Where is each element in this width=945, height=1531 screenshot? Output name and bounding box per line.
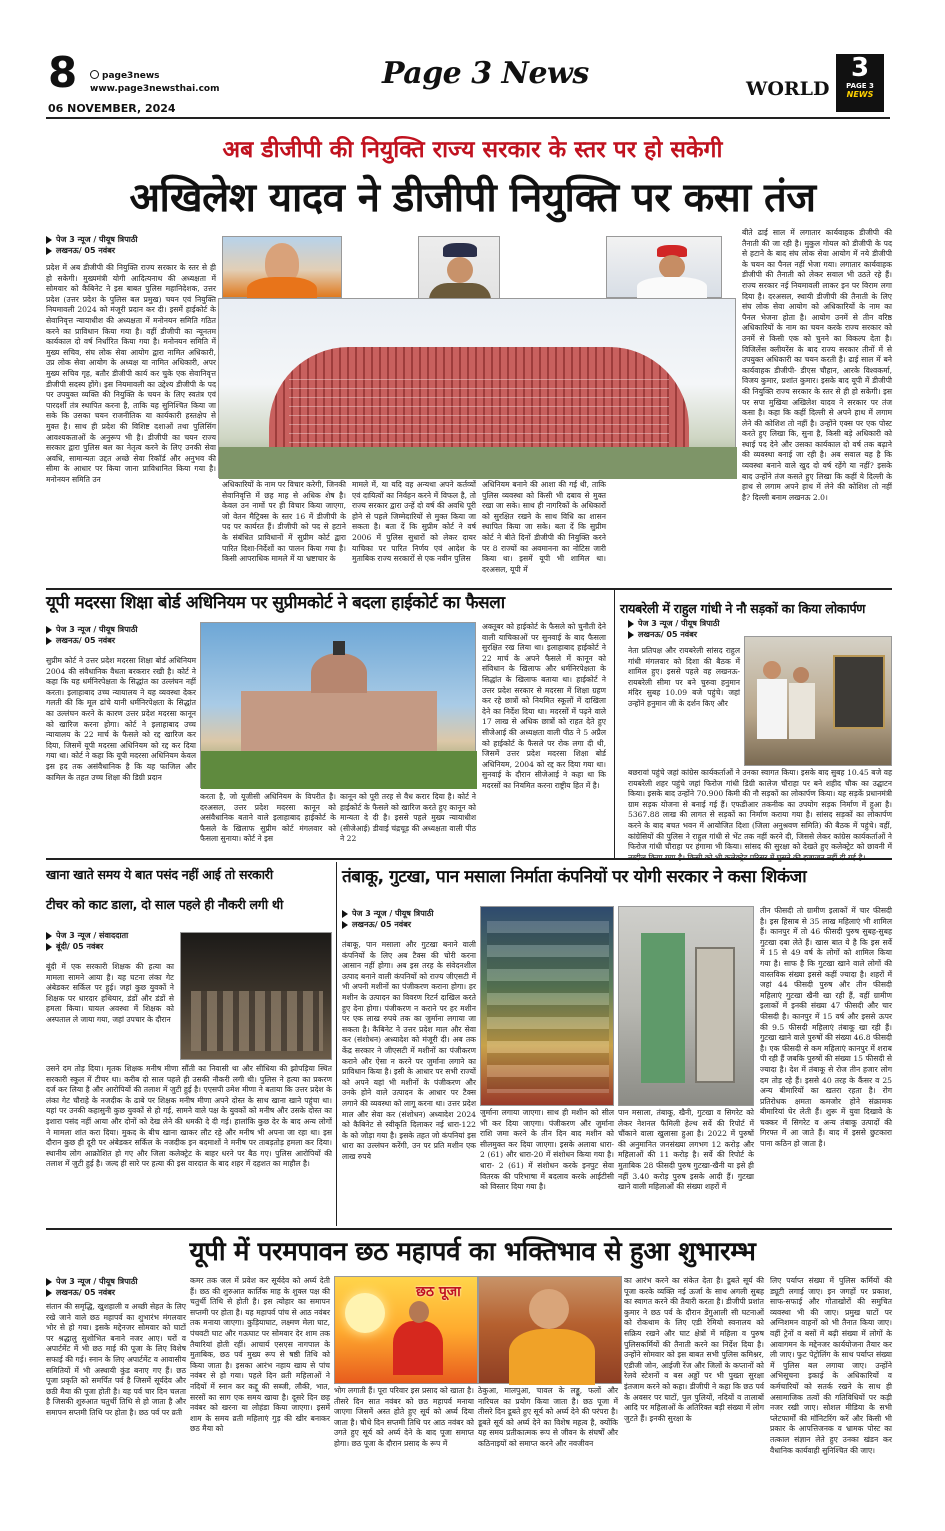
madrasa-column-4: अक्तूबर को हाईकोर्ट के फैसले को चुनौती देने वाली याचिकाओं पर सुनवाई के बाद फैसला सुरक्षित रख लिया था। इलाहाबाद हाईकोर्ट ने 22 मार्च के अपने फैसले में कानून को संविधान के खिलाफ और धर्मनिरपेक्षता के सिद्धांत के खिलाफ बताया था। हाईकोर्ट ने उत्तर प्रदेश सरकार से मदरसा में शिक्षा ग्रहण कर रहे छात्रों को नियमित स्कूलों में दाखिला देने का निर्देश दिया था। मदरसों में पढ़ने वाले 17 लाख से अधिक छात्रों को राहत देते हुए सीजेआई की अध्यक्षता वाली पीठ ने 5 अप्रैल को हाईकोर्ट के फैसले पर रोक लगा दी थी, जिसमें उत्तर प्रदेश मदरसा शिक्षा बोर्ड अधिनियम, 2004 को रद्द कर दिया गया था। सुनवाई के दौरान सीजेआई ने कहा था कि मदरसों का नियमित करना राष्ट्रीय हित में है। bbox=[482, 622, 606, 790]
byline-marker-icon bbox=[46, 1278, 52, 1286]
chhath-headline: यूपी में परमपावन छठ महापर्व का भक्तिभाव से हुआ शुभारम्भ bbox=[189, 1237, 756, 1267]
lead-headline: अखिलेश यादव ने डीजीपी नियुक्ति पर कसा तंज bbox=[129, 175, 816, 221]
photo-chhath-crowd bbox=[478, 1276, 622, 1384]
tobacco-right-column: तीन फीसदी तो ग्रामीण इलाकों में चार फीसदी है। इस हिसाब से 35 लाख महिलाएं भी शामिल हैं। कानपुर में तो 46 फीसदी पुरुष सुबह-सुबह गुटखा दबा लेते हैं। खास बात ये है कि इस सर्वे में 15 से 49 वर्ष के लोगों को शामिल किया गया है। साफ है कि गुटखा खाने वाले लोगों की वास्तविक संख्या इससे कहीं ज्यादा है। शहरों में जहां 44 फीसदी पुरुष और तीन फीसदी महिलाएं गुटखा खैनी खा रही हैं, वहीं ग्रामीण इलाकों में इनकी संख्या 47 फीसदी और चार फीसदी है। कानपुर में 15 वर्ष और इससे ऊपर की 9.5 फीसदी महिलाएं तंबाकू खा रही हैं। गुटखा खाने वाले पुरुषों की संख्या 46.8 फीसदी है। एक फीसदी से कम महिलाएं कानपुर में शराब पी रही हैं जबकि पुरुषों की संख्या 15 फीसदी से ज्यादा है। देश में तंबाकू से रोज तीन हजार लोग दम तोड़ रहे हैं। इससे 40 तरह के कैंसर व 25 अन्य बीमारियों का खतरा रहता है। रोग प्रतिरोधक क्षमता कमजोर होने संक्रामक बीमारियां घेर लेती हैं। शुरू में युवा दिखावे के चक्कर में सिगरेट व अन्य तंबाकू उत्पादों की गिरफ्त में आ जाते हैं। बाद में इससे छुटकारा पाना कठिन हो जाता है। bbox=[760, 906, 892, 1149]
chhath-byline: पेज 3 न्यूज / पीयूष त्रिपाठी लखनऊ/ 05 नवंबर bbox=[46, 1276, 186, 1298]
badge-text: PAGE 3 bbox=[846, 82, 874, 90]
social-icon bbox=[90, 70, 99, 79]
rahul-body: बछरावां पहुंचे जहां कांग्रेस कार्यकर्ताओं ने उनका स्वागत किया। इसके बाद सुबह 10.45 बजे वह रायबरेली शहर पहुंचे जहां फिरोज गांधी डिग्री कालेज चौराहा पर बने शहीद चौक का उद्घाटन किया। इसके बाद उन्होंने 70.900 किमी की नौ सड़कों का लोकार्पण किया। यह सड़कें प्रधानमंत्री ग्राम सड़क योजना से बनाई गई हैं। एफडीआर तकनीक का उपयोग सड़क निर्माण में हुआ है। 5367.88 लाख की लागत से सड़कों का निर्माण कराया गया है। सांसद सड़कों का लोकार्पण करने के बाद बचत भवन में आयोजित दिशा (जिला अनुश्रवण समिति) की बैठक में पहुंचे। वहीं, कांग्रेसियों की पुलिस ने राहुल गांधी से भेंट तक नहीं करने दी, जिससे लेकर कांग्रेस कार्यकर्ताओं ने फिरोज गांधी चौराहा पर हंगामा भी किया। सांसद की सुरक्षा को देखते हुए कलेक्ट्रेट को छावनी में bbox=[628, 768, 892, 852]
divider bbox=[614, 590, 615, 858]
divider bbox=[336, 862, 337, 1226]
byline-marker-icon bbox=[46, 932, 52, 940]
lead-column-4: अधिनियम बनाने की आशा की गई थी, ताकि पुलिस व्यवस्था को किसी भी दबाव से मुक्त रखा जा सके। साथ ही नागरिकों के अधिकारों को सुरक्षित रखने के साथ विधि का शासन स्थापित किया जा सके। बता दें कि सुप्रीम कोर्ट ने बीते दिनों डीजीपी की नियुक्ति करने पर 8 राज्यों का अवमानना का नोटिस जारी किया था। इसमें यूपी भी शामिल था। दरअसल, यूपी में bbox=[482, 480, 606, 574]
teacher-body: उसने दम तोड़ दिया। मृतक शिक्षक मनीष मीणा सौंती का निवासी था और सीधिया की झोपड़िया स्थित सरकारी स्कूल में टीचर था। करीब दो साल पहले ही उसकी नौकरी लगी थी। पुलिस ने हत्या का प्रकरण दर्ज कर लिया है और आरोपियों की तलाश में जुटी हुई है। एएसपी उमेश मीणा ने बताया कि उत्तर प्रदेश के लंका गेट चौराहे के नजदीक के ढाबे पर शिक्षक मनीष मीणा अपने दोस्त के साथ खाना खाने पहुंचा था। यहां पर उनकी कहासुनी कुछ युवकों से हो गई, सामने वाले पक्ष के युवकों को मनीष और उसके दोस्त का इशारा पसंद नहीं आया और दोनों को देख लेने की धमकी दे दी गई। हालांकि कुछ देर के बाद अन्य लोगों ने मामला शांत करा दिया। मुकद के बीच खाना खाकर लौट रहे और मनीष भी अपना जा रहा था। इस दौरान कुछ ही दूरी पर अंबेडकर सर्किल के नजदीक इन बदमाशों ने मनीष पर ताबड़तोड़ हमला कर दिया। स्थानीय लोग आक्रोशित हो गए और जिला कलेक्ट्रेट के बाहर धरने पर बैठ गए। पुलिस आरोपियों की तलाश में जुटी हुई है। जल्द ही सारे पर हत्या की इस वारदात के बाद शहर में दहशत का माहौल है। bbox=[46, 1064, 332, 1169]
brand-badge bbox=[836, 54, 884, 112]
byline-marker-icon bbox=[46, 626, 52, 634]
social-handle: page3news bbox=[90, 70, 160, 81]
rahul-byline: पेज 3 न्यूज / पीयूष त्रिपाठी लखनऊ/ 05 नवंबर bbox=[628, 618, 778, 640]
tobacco-headline: तंबाकू, गुटखा, पान मसाला निर्माता कंपनियों पर योगी सरकार ने कसा शिकंजा bbox=[342, 867, 807, 887]
photo-yogi bbox=[222, 236, 342, 298]
byline-marker-icon bbox=[628, 631, 634, 639]
photo-teacher-protest bbox=[180, 932, 332, 1060]
rahul-column-1: नेता प्रतिपक्ष और रायबरेली सांसद राहुल गांधी मंगलवार को दिशा की बैठक में शामिल हुए। इससे पहले वह लखनऊ-रायबरेली सीमा पर बने चुरुवा हनुमान मंदिर सुबह 10.09 बजे पहुंचे। जहां उन्होंने हनुमान जी के दर्शन किए और bbox=[628, 646, 740, 708]
lead-kicker: अब डीजीपी की नियुक्ति राज्य सरकार के स्तर पर हो सकेगी bbox=[222, 137, 723, 163]
tobacco-byline: पेज 3 न्यूज / पीयूष त्रिपाठी लखनऊ/ 05 नवंबर bbox=[342, 908, 476, 930]
lead-column-3: मामले में, या यदि वह अन्यथा अपने कर्तव्यों एवं दायित्वों का निर्वहन करने में विफल है, तो राज्य सरकार द्वारा उन्हें दो वर्ष की अवधि पूरी होने से पहले जिम्मेदारियों से मुक्त किया जा सकता है। बता दें कि सुप्रीम कोर्ट ने वर्ष 2006 में पुलिस सुधारों को लेकर दायर याचिका पर पारित निर्णय एवं आदेश के मुताबिक राज्य सरकारों से एक नवीन पुलिस bbox=[352, 480, 476, 564]
photo-police-hq bbox=[218, 298, 736, 478]
madrasa-column-3: कानून को पूरी तरह से वैध करार दिया है। कोर्ट ने हाईकोर्ट के फैसले को खारिज करते हुए कानून को मान्यता दे दी है। इससे पहले मुख्य न्यायाधीश (सीजेआई) डीवाई चंद्रचूड़ की अध्यक्षता वाली पीठ ने 22 bbox=[340, 792, 476, 844]
madrasa-headline: यूपी मदरसा शिक्षा बोर्ड अधिनियम पर सुप्रीमकोर्ट ने बदला हाईकोर्ट का फैसला bbox=[46, 593, 505, 613]
tobacco-column-1: तंबाकू, पान मसाला और गुटखा बनाने वाली कंपनियों के लिए अब टैक्स की चोरी करना आसान नहीं होगा। अब इस तरह के संवेदनशील उत्पाद बनाने वाली कंपनियों को राज्य जीएसटी में भी अपनी मशीनों का पंजीकरण कराना होगा। हर मशीन के उत्पादन का विवरण रिटर्न दाखिल करते हुए देना होगा। पंजीकरण न कराने पर हर मशीन पर एक लाख रुपये तक का जुर्माना लगाया जा सकता है। कैबिनेट ने उत्तर प्रदेश माल और सेवा कर (संशोधन) अध्यादेश को मंजूरी दी। अब तक केंद्र सरकार ने जीएसटी में मशीनों का पंजीकरण कराने और ऐसा न करने पर जुर्माना लगाने का प्राविधान किया है। इसी के आधार पर सभी राज्यों को अपने यहां भी मशीनों के पंजीकरण और उनके होने वाले उत्पादन के आधार पर टैक्स लगाने की व्यवस्था को लागू करना था। उत्तर प्रदेश माल और सेवा कर (संशोधन) अध्यादेश 2024 को कैबिनेट से स्वीकृति दिलाकर नई धारा-122 के को जोड़ा गया है। इसके तहत जो कंपनियां इस धारा का उल्लंघन करेंगी, उन पर प्रति मशीन एक लाख रुपये bbox=[342, 940, 476, 1161]
chhath-column-4: ठेकुआ, मालपुआ, चावल के लड्डू, फलों और नारियल का प्रयोग किया जाता है। छठ पूजा में तीसरे दिन डूबते हुए सूर्य को अर्घ्य देने की परंपरा है। डूबते सूर्य को अर्घ्य देने का विशेष महत्व है, क्योंकि यह समय प्रतीकात्मक रूप से जीवन के संघर्षों और कठिनाइयों को समाप्त करने और नवजीवन bbox=[478, 1386, 618, 1448]
badge-sub: NEWS bbox=[846, 90, 874, 99]
lead-byline: पेज 3 न्यूज / पीयूष त्रिपाठी लखनऊ/ 05 नवंबर bbox=[46, 234, 216, 256]
issue-date: 06 NOVEMBER, 2024 bbox=[48, 102, 176, 115]
divider bbox=[46, 858, 892, 860]
tobacco-column-3: पान मसाला, तंबाकू, खैनी, गुटखा व सिगरेट को लेकर नेशनल फैमिली हेल्थ सर्वे की रिपोर्ट में चौंकाने वाला खुलासा हुआ है। 2022 में पुरुषों की अनुमानित जनसंख्या लगभग 12 करोड़ और महिलाओं की 11 करोड़ है। सर्वे की रिपोर्ट के मुताबिक 28 फीसदी पुरुष गुटखा-खैनी या इसे ही नहीं 3.40 करोड़ पुरुष इसके आदी हैं। गुटखा खाने वाली महिलाओं की संख्या शहरों में bbox=[618, 1108, 754, 1192]
teacher-byline: पेज 3 न्यूज / संवाददाता बूंदी/ 05 नवंबर bbox=[46, 930, 174, 952]
byline-marker-icon bbox=[46, 247, 52, 255]
madrasa-column-2: करता है, जो यूजीसी अधिनियम के विपरीत है। दरअसल, उत्तर प्रदेश मदरसा कानून को असंवैधानिक बताने वाले इलाहाबाद हाईकोर्ट के फैसले के खिलाफ सुप्रीम कोर्ट मंगलवार को फैसला सुनाया। कोर्ट ने इस bbox=[200, 792, 336, 844]
photo-packaging-machine bbox=[618, 906, 754, 1106]
byline-marker-icon bbox=[46, 637, 52, 645]
lead-right-column: बीते ढाई साल में लगातार कार्यवाहक डीजीपी की तैनाती की जा रही है। मुकुल गोयल को डीजीपी के पद से हटाने के बाद संघ लोक सेवा आयोग में नये डीजीपी के चयन का पैनल नहीं भेजा गया। लगातार कार्यवाहक डीजीपी की तैनाती को लेकर सवाल भी उठते रहे हैं। राज्य सरकार नई नियमावली लाकर इन पर विराम लगा दिया है। दरअसल, स्थायी डीजीपी की तैनाती के लिए संघ लोक सेवा आयोग को अधिकारियों के नाम का पैनल भेजना होता है। आयोग उनमें से तीन वरिष्ठ अधिकारियों के नाम का चयन करके राज्य सरकार को उनमें से किसी एक को चुनने का विकल्प देता है। विजिलेंस क्लीयरेंस के बाद राज्य सरकार तीनों में से उपयुक्त अधिकारी का चयन करती है। ढाई साल में बने कार्यवाहक डीजीपी- डीएस चौहान, आरके विश्वकर्मा, विजय कुमार, प्रशांत कुमार। इसके बाद यूपी में डीजीपी की नियुक्ति राज्य सरकार के स्तर से ही हो सकेगी। इस पर सपा मुखिया अखिलेश यादव ने सरकार पर तंज कसा है। कहा कि कहीं दिल्ली से अपने हाथ में लगाम लेने की कोशिश तो नहीं है। उन्होंने एक्स पर एक पोस्ट करते हुए लिखा कि, सुना है, किसी बड़े अधिकारी को स्थाई पद देने और उसका कार्यकाल दो वर्ष तक बढ़ाने की व्यवस्था बनाई जा रही है। अब सवाल यह है कि व्यवस्था बनाने वाले खुद दो वर्ष रहेंगे या नहीं? इसके बाद उन्होंने तंज कसते हुए लिखा कि कहीं ये दिल्ली के हाथ से लगाम अपने हाथ में लेने की कोशिश तो नहीं है? दिल्ली बनाम लखनऊ 2.0। bbox=[742, 228, 892, 502]
masthead-rule bbox=[46, 117, 890, 119]
website[interactable]: www.page3newsthai.com bbox=[90, 84, 220, 94]
lead-column-1: प्रदेश में अब डीजीपी की नियुक्ति राज्य सरकार के स्तर से ही हो सकेगी। मुख्यमंत्री योगी आदित्यनाथ की अध्यक्षता में सोमवार को कैबिनेट ने इस बाबत पुलिस महानिदेशक, उत्तर प्रदेश (उत्तर प्रदेश के पुलिस बल प्रमुख) चयन एवं नियुक्ति नियमावली 2024 को मंजूरी प्रदान कर दी। इसमें हाईकोर्ट के सेवानिवृत्त न्यायाधीश की अध्यक्षता में मनोनयन समिति गठित करने का प्राविधान किया गया है। वहीं डीजीपी का न्यूनतम कार्यकाल दो वर्ष निर्धारित किया गया है। मनोनयन समिति में मुख्य सचिव, संघ लोक सेवा आयोग द्वारा नामित अधिकारी, उप्र लोक सेवा आयोग के अध्यक्ष या नामित अधिकारी, अपर मुख्य सचिव गृह, बतौर डीजीपी कार्य कर चुके एक सेवानिवृत्त डीजीपी सदस्य होंगे। इस नियमावली का उद्देश्य डीजीपी के पद पर उपयुक्त व्यक्ति की नियुक्ति के चयन के लिए स्वतंत्र एवं पारदर्शी तंत्र स्थापित करना है, ताकि यह सुनिश्चित किया जा सके कि उसका चयन राजनीतिक या कार्यकारी हस्तक्षेप से मुक्त है। साथ ही प्रदेश की विशिष्ट दशाओं तथा पुलिसिंग आवश्यकताओं के अनुरूप भी है। डीजीपी का चयन राज्य सरकार द्वारा पुलिस बल का नेतृत्व करने के लिए उनकी सेवा अवधि, सामान्यतः उद्दत अच्छे सेवा रिकॉर्ड और अनुभव की सीमा के आधार पर किया जाना प्राविधानित किया गया है। मनोनयन समिति उन bbox=[46, 263, 216, 484]
teacher-headline-line-1: खाना खाते समय ये बात पसंद नहीं आई तो सरकारी bbox=[46, 867, 273, 882]
chhath-column-6: लिए पर्याप्त संख्या में पुलिस कर्मियों की ड्यूटी लगाई जाए। इन जगहों पर प्रकाश, साफ-सफाई और गोताखोरों की समुचित व्यवस्था भी की जाए। प्रमुख घाटों पर अग्निशमन वाहनों को भी तैनात किया जाए। वहीं ट्रेनों व बसों में बढ़ी संख्या में लोगों के आवागमन के मद्देनजर कार्ययोजना तैयार कर ली जाए। फुट पेट्रोलिंग के साथ पर्याप्त संख्या में पुलिस बल लगाया जाए। उन्होंने अभिसूचना इकाई के अधिकारियों व कर्मचारियों को सतर्क रखने के साथ ही असामाजिक तत्वों की गतिविधियों पर कड़ी नजर रखी जाए। सोशल मीडिया के सभी प्लेटफार्मों की मॉनिटरिंग करें और किसी भी प्रकार के आपत्तिजनक व भ्रामक पोस्ट का तत्काल संज्ञान लेते हुए उनका खंडन कर वैधानिक कार्यवाही सुनिश्चित की जाए। bbox=[770, 1276, 892, 1455]
chhath-art-title: छठ पूजा bbox=[416, 1284, 461, 1300]
badge-number: 3 bbox=[850, 53, 870, 83]
teacher-headline-line-2: टीचर को काट डाला, दो साल पहले ही नौकरी लगी थी bbox=[46, 897, 283, 912]
chhath-column-1: संतान की समृद्धि, खुशहाली व अच्छी सेहत के लिए रखे जाने वाले छठ महापर्व का शुभारंभ मंगलवार भोर से हो गया। इसके मद्देनजर सोमवार को घाटों पर श्रद्धालु सुशोभित बनाने नजर आए। घरों व अपार्टमेंट में भी छठ माई की पूजा के लिए विशेष सफाई की गई। स्नान के लिए अपार्टमेंट व आवासीय समितियों में भी अस्थायी कुंड बनाए गए हैं। छठ पूजा प्रकृति को समर्पित पर्व है जिसमें सूर्यदेव और छठी मैया की पूजा होती है। यह पर्व चार दिन चलता है जिसकी शुरुआत चतुर्थी तिथि से हो जाता है और समापन सप्तमी तिथि पर होता है। छठ पर्व पर व्रती bbox=[46, 1302, 186, 1417]
chhath-column-3: भोग लगाती हैं। पूरा परिवार इस प्रसाद को खाता है। तीसरे दिन सात नवंबर को छठ महापर्व मनाया जाएगा जिसमें अस्त होते हुए सूर्य को अर्घ्य दिया जाता है। चौथे दिन सप्तमी तिथि पर आठ नवंबर को उगते हुए सूर्य को अर्घ्य देने के बाद पूजा समाप्त होगा। छठ पूजा के दौरान प्रसाद के रूप में bbox=[334, 1386, 474, 1448]
photo-akhilesh bbox=[606, 236, 722, 298]
photo-rahul-inauguration bbox=[744, 636, 892, 766]
photo-supreme-court bbox=[200, 622, 476, 788]
photo-gutkha-products bbox=[480, 906, 614, 1106]
byline-marker-icon bbox=[628, 620, 634, 628]
byline-marker-icon bbox=[46, 943, 52, 951]
rahul-headline: रायबरेली में राहुल गांधी ने नौ सड़कों का किया लोकार्पण bbox=[620, 601, 866, 616]
byline-marker-icon bbox=[342, 921, 348, 929]
section-label: WORLD bbox=[746, 78, 830, 100]
byline-marker-icon bbox=[46, 236, 52, 244]
chhath-column-5: का आरंभ करने का संकेत देता है। डूबते सूर्य की पूजा करके व्यक्ति नई ऊर्जा के साथ अगली सुबह का स्वागत करने की तैयारी करता है। डीजीपी प्रशांत कुमार ने छठ पर्व के दौरान डेंगुआली सी घटनाओं को रोकथाम के लिए एडी रेमियो स्वनालय को सक्रिय रखने और घाट क्षेत्रों में महिला व पुरुष पुलिसकर्मियों की तैनाती करने का निर्देश दिया है। उन्होंने सोमवार को इस बाबत सभी पुलिस कमिश्नर, एडीजी जोन, आईजी रेंज और जिलों के कप्तानों को रेलवे स्टेशनों व बस अड्डों पर भी पुख्ता सुरक्षा इंतजाम करने को कहा। डीजीपी ने कहा कि छठ पर्व के अवसर पर घाटों, पुल पुलियों, नदियों व तालाबों आदि पर महिलाओं के अतिरिक्त बड़ी संख्या में लोग जुटते हैं। इनकी सुरक्षा के bbox=[624, 1276, 764, 1423]
masthead bbox=[0, 0, 945, 128]
byline-marker-icon bbox=[46, 1289, 52, 1297]
teacher-column-1: बूंदी में एक सरकारी शिक्षक की हत्या का मामला सामने आया है। यह घटना लंका गेट अंबेडकर सर्किल पर हुई। जहां कुछ युवकों ने शिक्षक पर धारदार हथियार, डंडों और डंडों से हमला किया। घायल अवस्था में शिक्षक को अस्पताल ले जाया गया, जहां उपचार के दौरान bbox=[46, 962, 174, 1024]
divider bbox=[46, 1228, 892, 1230]
chhath-column-2: कमर तक जल में प्रवेश कर सूर्यदेव को अर्घ्य देती हैं। छठ की शुरुआत कार्तिक माह के शुक्ल पक्ष की चतुर्थी तिथि से होती है। इस त्योहार का समापन सप्तमी पर होता है। यह महापर्व पांच से आठ नवंबर तक मनाया जाएगा। कुड़ियाघाट, लक्ष्मण मेला घाट, पंचवटी घाट और गऊघाट पर सोमवार देर शाम तक तैयारियां होती रहीं। आचार्य एसएस नागपाल के मुताबिक, छठ पर्व मुख्य रूप से षष्ठी तिथि को किया जाता है। इसका आरंभ नहाय खाय से पांच नवंबर से हो गया। पहले दिन व्रती महिलाओं ने नदियों में स्नान कर कद्दू की सब्जी, लौकी, भात, सरसों का साग एक समय खाया है। दूसरे दिन छह नवंबर को खरना या लोहंडा किया जाएगा। इसमें शाम के समय व्रती महिलाएं गुड़ की खीर बनाकर छठ मैया को bbox=[190, 1276, 330, 1434]
byline-marker-icon bbox=[342, 910, 348, 918]
madrasa-byline: पेज 3 न्यूज / पीयूष त्रिपाठी लखनऊ/ 05 नवंबर bbox=[46, 624, 196, 646]
page-number: 8 bbox=[48, 48, 78, 97]
masthead-logo: Page 3 News bbox=[382, 56, 589, 91]
tobacco-column-2: जुर्माना लगाया जाएगा। साथ ही मशीन को सील भी कर दिया जाएगा। पंजीकरण और जुर्माना राशि जमा करने के तीन दिन बाद मशीन को सीलमुक्त कर दिया जाएगा। इसके अलावा धारा- 2 (61) और धारा-20 में संशोधन किया गया है। धारा- 2 (61) में संशोधन करके इनपुट सेवा वितरक की परिभाषा में बदलाव करके आईटीसी को विस्तार दिया गया है। bbox=[480, 1108, 614, 1192]
madrasa-column-1: सुप्रीम कोर्ट ने उत्तर प्रदेश मदरसा शिक्षा बोर्ड अधिनियम 2004 की संवैधानिक वैधता बरकरार रखी है। कोर्ट ने कहा कि यह धर्मनिरपेक्षता के सिद्धांत का उल्लंघन नहीं करता। इलाहाबाद उच्च न्यायालय ने यह व्यवस्था देकर गलती की कि मूल ढांचे यानी धर्मनिरपेक्षता के सिद्धांत का उल्लंघन करने के कारण उत्तर प्रदेश मदरसा कानून को खारिज करना होगा। कोर्ट ने इलाहाबाद उच्च न्यायालय के 22 मार्च के फैसले को रद्द खारिज कर दिया, जिसमें यूपी मदरसा अधिनियम को रद्द कर दिया गया था। कोर्ट ने कहा कि यूपी मदरसा अधिनियम केवल इस हद तक असंवैधानिक है कि यह फाजिल और कामिल के तहत उच्च शिक्षा की डिग्री प्रदान bbox=[46, 656, 196, 782]
lead-column-2: अधिकारियों के नाम पर विचार करेगी, जिनकी सेवानिवृत्ति में छह माह से अधिक शेष है। केवल उन नामों पर ही विचार किया जाएगा, जो वेतन मैट्रिक्स के स्तर 16 में डीजीपी के पद पर कार्यरत हैं। डीजीपी को पद से हटाने के संबंधित प्राविधानों में सुप्रीम कोर्ट द्वारा पारित दिशा-निर्देशों का पालन किया गया है। किसी आपराधिक मामले में या भ्रष्टाचार के bbox=[222, 480, 346, 564]
